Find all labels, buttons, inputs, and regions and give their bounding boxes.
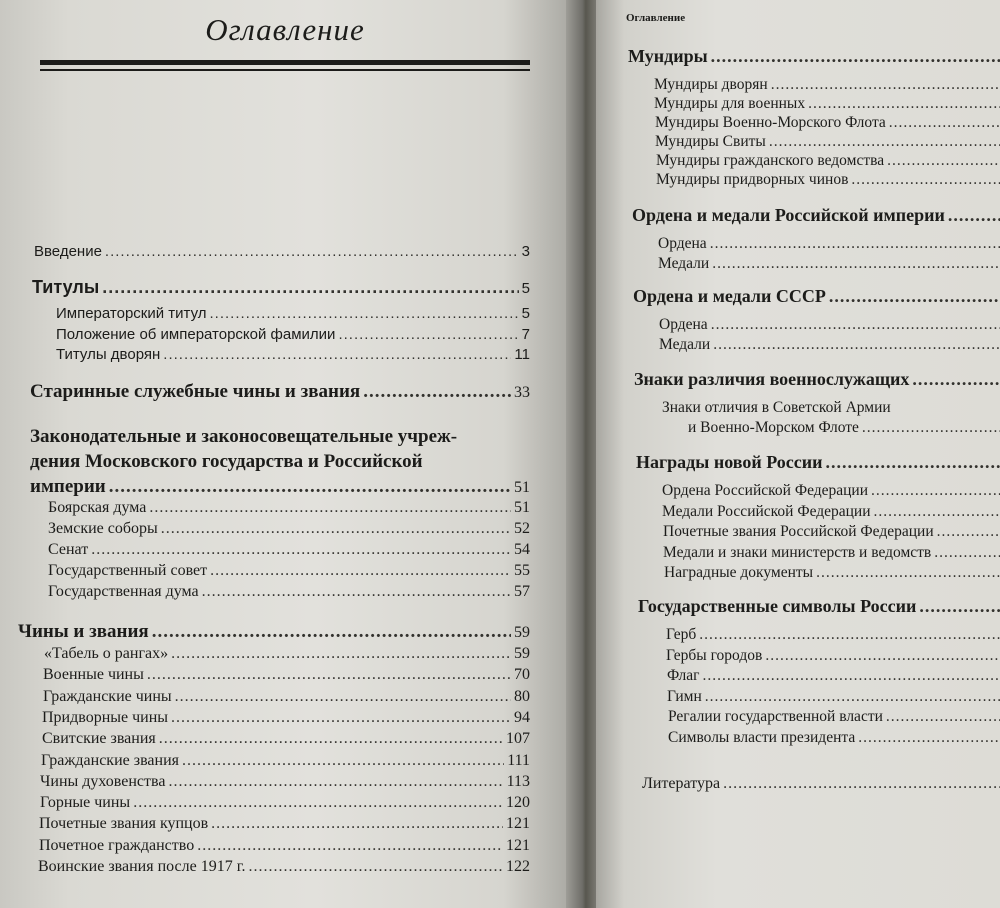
entry-page: 52 xyxy=(514,520,530,537)
entry-label: Медали и знаки министерств и ведомств xyxy=(663,543,932,561)
leader-dots xyxy=(102,277,518,298)
section-label: Титулы xyxy=(32,277,100,297)
entry-label: Медали xyxy=(659,336,711,353)
section-label-line: империи xyxy=(30,476,106,497)
toc-entry xyxy=(41,752,530,770)
leader-dots xyxy=(702,667,1000,685)
leader-dots xyxy=(211,815,503,833)
toc-entry xyxy=(42,730,530,748)
entry-label: Государственный совет xyxy=(48,562,208,579)
leader-dots xyxy=(886,708,1000,726)
toc-entry xyxy=(666,647,1000,665)
entry-label: Боярская дума xyxy=(48,499,147,516)
entry-label: Мундиры дворян xyxy=(654,76,768,93)
toc-entry xyxy=(663,523,1000,541)
toc-entry xyxy=(43,666,530,684)
entry-label: Мундиры для военных xyxy=(654,95,806,112)
leader-dots xyxy=(161,520,511,538)
entry-page: 122 xyxy=(506,858,530,875)
leader-dots xyxy=(765,647,1000,665)
leader-dots xyxy=(363,381,511,403)
entry-label: Свитские звания xyxy=(42,730,156,748)
leader-dots xyxy=(133,794,503,812)
entry-label: Ордена xyxy=(659,316,708,333)
section-page: 33 xyxy=(514,384,530,401)
leader-dots xyxy=(91,541,511,559)
leader-dots xyxy=(168,773,503,791)
toc-section-legislative xyxy=(30,424,530,500)
section-label: Ордена и медали СССР xyxy=(633,286,826,306)
toc-entry xyxy=(688,419,1000,437)
entry-page: 80 xyxy=(514,687,530,705)
leader-dots xyxy=(769,133,1000,151)
toc-entry xyxy=(659,316,1000,334)
title-rule-thick xyxy=(40,60,530,65)
leader-dots xyxy=(871,482,1000,500)
entry-label: Военные чины xyxy=(43,666,144,684)
entry-label: Гербы городов xyxy=(666,646,763,664)
leader-dots xyxy=(948,205,1000,226)
toc-entry xyxy=(667,688,1000,706)
section-page: 5 xyxy=(521,280,530,297)
leader-dots xyxy=(934,544,1000,562)
leader-dots xyxy=(210,305,519,322)
entry-label: Наградные документы xyxy=(664,564,814,581)
entry-label: Гимн xyxy=(667,687,702,705)
leader-dots xyxy=(887,152,1000,170)
toc-section xyxy=(634,369,1000,390)
toc-entry xyxy=(48,499,530,517)
toc-entry xyxy=(43,688,530,706)
entry-page: 121 xyxy=(506,836,530,854)
leader-dots xyxy=(105,243,519,260)
entry-label: Ордена xyxy=(658,235,707,252)
leader-dots xyxy=(159,730,503,748)
leader-dots xyxy=(808,95,1000,113)
section-label-line: дения Московского государства и Российской xyxy=(30,451,423,472)
entry-label: Почетные звания Российской Федерации xyxy=(663,523,934,540)
entry-page: 120 xyxy=(506,794,530,812)
entry-label: Регалии государственной власти xyxy=(668,708,883,725)
leader-dots xyxy=(816,564,1000,582)
toc-entry-intro xyxy=(34,243,530,260)
toc-entry xyxy=(48,541,530,559)
leader-dots xyxy=(171,645,511,663)
entry-label: Положение об императорской фамилии xyxy=(56,326,336,343)
leader-dots xyxy=(862,419,1000,437)
entry-page: 121 xyxy=(506,815,530,833)
leader-dots xyxy=(937,523,1000,541)
entry-label: Символы власти президента xyxy=(668,728,856,746)
toc-entry xyxy=(56,305,530,322)
section-label: Ордена и медали Российской империи xyxy=(632,205,945,225)
leader-dots xyxy=(149,499,511,517)
leader-dots xyxy=(171,709,511,727)
entry-label: Герб xyxy=(666,626,697,643)
entry-label: «Табель о рангах» xyxy=(44,645,169,662)
toc-entry xyxy=(48,520,530,538)
entry-label: Мундиры Свиты xyxy=(655,133,766,150)
entry-label: Горные чины xyxy=(40,794,131,812)
entry-label: и Военно-Морском Флоте xyxy=(688,419,859,436)
toc-section xyxy=(636,452,1000,473)
entry-label: Земские соборы xyxy=(48,520,158,537)
entry-page: 107 xyxy=(506,730,530,748)
toc-entry-literature xyxy=(642,775,1000,793)
toc-section xyxy=(628,46,1000,67)
toc-entry xyxy=(40,794,530,812)
toc-entry xyxy=(42,709,530,727)
leader-dots xyxy=(182,752,504,770)
entry-label: Государственная дума xyxy=(48,583,199,600)
section-page: 59 xyxy=(514,624,530,641)
toc-entry xyxy=(662,482,1000,500)
section-label: Награды новой России xyxy=(636,452,823,472)
toc-entry xyxy=(664,564,1000,582)
toc-entry xyxy=(654,76,1000,94)
toc-section-old-ranks xyxy=(30,381,530,403)
leader-dots xyxy=(152,621,511,643)
entry-page: 94 xyxy=(514,708,530,726)
entry-label: Мундиры Военно-Морского Флота xyxy=(655,114,886,131)
entry-label: Гражданские звания xyxy=(41,751,179,769)
section-label-line: Законодательные и законосовещательные учреж- xyxy=(30,426,458,447)
entry-label: Императорский титул xyxy=(56,305,207,322)
entry-label: Медали Российской Федерации xyxy=(662,502,871,520)
leader-dots xyxy=(197,837,503,855)
running-head: Оглавление xyxy=(626,12,686,24)
section-last-line xyxy=(30,474,530,500)
entry-label: Ордена Российской Федерации xyxy=(662,482,869,499)
toc-entry xyxy=(668,708,1000,726)
leader-dots xyxy=(109,474,511,499)
leader-dots xyxy=(829,286,1000,307)
entry-label: Литература xyxy=(642,775,721,792)
toc-entry xyxy=(655,114,1000,132)
entry-page: 55 xyxy=(514,562,530,579)
toc-section-titles xyxy=(32,277,530,298)
entry-page: 54 xyxy=(514,541,530,558)
leader-dots xyxy=(699,626,1000,644)
toc-entry xyxy=(48,562,530,580)
toc-entry-line: Знаки отличия в Советской Армии xyxy=(662,399,891,416)
entry-label: Придворные чины xyxy=(42,708,169,726)
leader-dots xyxy=(723,775,1000,793)
leader-dots xyxy=(711,46,1000,67)
section-label: Старинные служебные чины и звания xyxy=(30,381,361,402)
leader-dots xyxy=(826,452,1000,473)
entry-page: 5 xyxy=(521,305,530,322)
leader-dots xyxy=(710,235,1000,253)
toc-entry xyxy=(667,667,1000,685)
toc-entry xyxy=(39,837,530,855)
leader-dots xyxy=(919,596,1000,617)
toc-entry xyxy=(48,583,530,601)
leader-dots xyxy=(338,326,518,343)
title-rule-thin xyxy=(40,69,530,71)
entry-label: Медали xyxy=(658,255,710,272)
entry-page: 70 xyxy=(514,666,530,684)
entry-page: 3 xyxy=(521,243,530,260)
entry-label: Гражданские чины xyxy=(43,687,172,705)
section-label: Знаки различия военнослужащих xyxy=(634,369,910,389)
section-label: Мундиры xyxy=(628,46,708,66)
leader-dots xyxy=(889,114,1000,132)
toc-entry xyxy=(40,773,530,791)
leader-dots xyxy=(705,688,1000,706)
toc-entry xyxy=(655,133,1000,151)
leader-dots xyxy=(858,729,1000,747)
entry-label: Мундиры придворных чинов xyxy=(656,171,849,188)
entry-label: Почетное гражданство xyxy=(39,836,195,854)
toc-entry xyxy=(658,235,1000,253)
leader-dots xyxy=(713,336,1000,354)
entry-page: 51 xyxy=(514,499,530,516)
section-page: 51 xyxy=(514,479,530,496)
toc-entry xyxy=(39,815,530,833)
entry-label: Титулы дворян xyxy=(56,346,161,363)
toc-entry xyxy=(656,171,1000,189)
entry-page: 7 xyxy=(521,326,530,343)
leader-dots xyxy=(202,583,511,601)
toc-entry xyxy=(663,544,1000,562)
leader-dots xyxy=(175,688,511,706)
section-label: Государственные символы России xyxy=(638,596,917,616)
leader-dots xyxy=(912,369,1000,390)
leader-dots xyxy=(711,316,1000,334)
entry-label: Чины духовенства xyxy=(40,772,166,790)
toc-entry xyxy=(668,729,1000,747)
right-page xyxy=(596,0,1000,908)
toc-entry xyxy=(662,503,1000,521)
leader-dots xyxy=(163,346,511,363)
toc-entry xyxy=(44,645,530,663)
toc-section xyxy=(638,596,1000,617)
toc-entry xyxy=(658,255,1000,273)
toc-entry xyxy=(38,858,530,876)
entry-label: Мундиры гражданского ведомства xyxy=(656,152,885,169)
toc-section-ranks xyxy=(18,621,530,643)
leader-dots xyxy=(210,562,511,580)
toc-entry xyxy=(659,336,1000,354)
entry-label: Флаг xyxy=(667,667,700,684)
leader-dots xyxy=(249,858,504,876)
entry-page: 111 xyxy=(507,751,530,769)
entry-label: Сенат xyxy=(48,541,89,558)
section-label: Чины и звания xyxy=(18,621,149,642)
toc-entry xyxy=(666,626,1000,644)
entry-page: 59 xyxy=(514,645,530,662)
toc-section xyxy=(633,286,1000,307)
entry-page: 57 xyxy=(514,583,530,600)
leader-dots xyxy=(147,666,511,684)
entry-label: Введение xyxy=(34,243,102,260)
page-title: Оглавление xyxy=(205,12,365,47)
toc-entry xyxy=(56,326,530,343)
toc-entry xyxy=(654,95,1000,113)
leader-dots xyxy=(712,255,1000,273)
entry-page: 113 xyxy=(506,772,530,790)
toc-entry xyxy=(56,346,530,363)
entry-label: Воинские звания после 1917 г. xyxy=(38,858,246,875)
leader-dots xyxy=(851,171,1000,189)
toc-section xyxy=(632,205,1000,226)
leader-dots xyxy=(874,503,1000,521)
entry-page: 11 xyxy=(514,346,530,363)
toc-entry xyxy=(656,152,1000,170)
leader-dots xyxy=(771,76,1000,94)
entry-label: Почетные звания купцов xyxy=(39,815,209,833)
